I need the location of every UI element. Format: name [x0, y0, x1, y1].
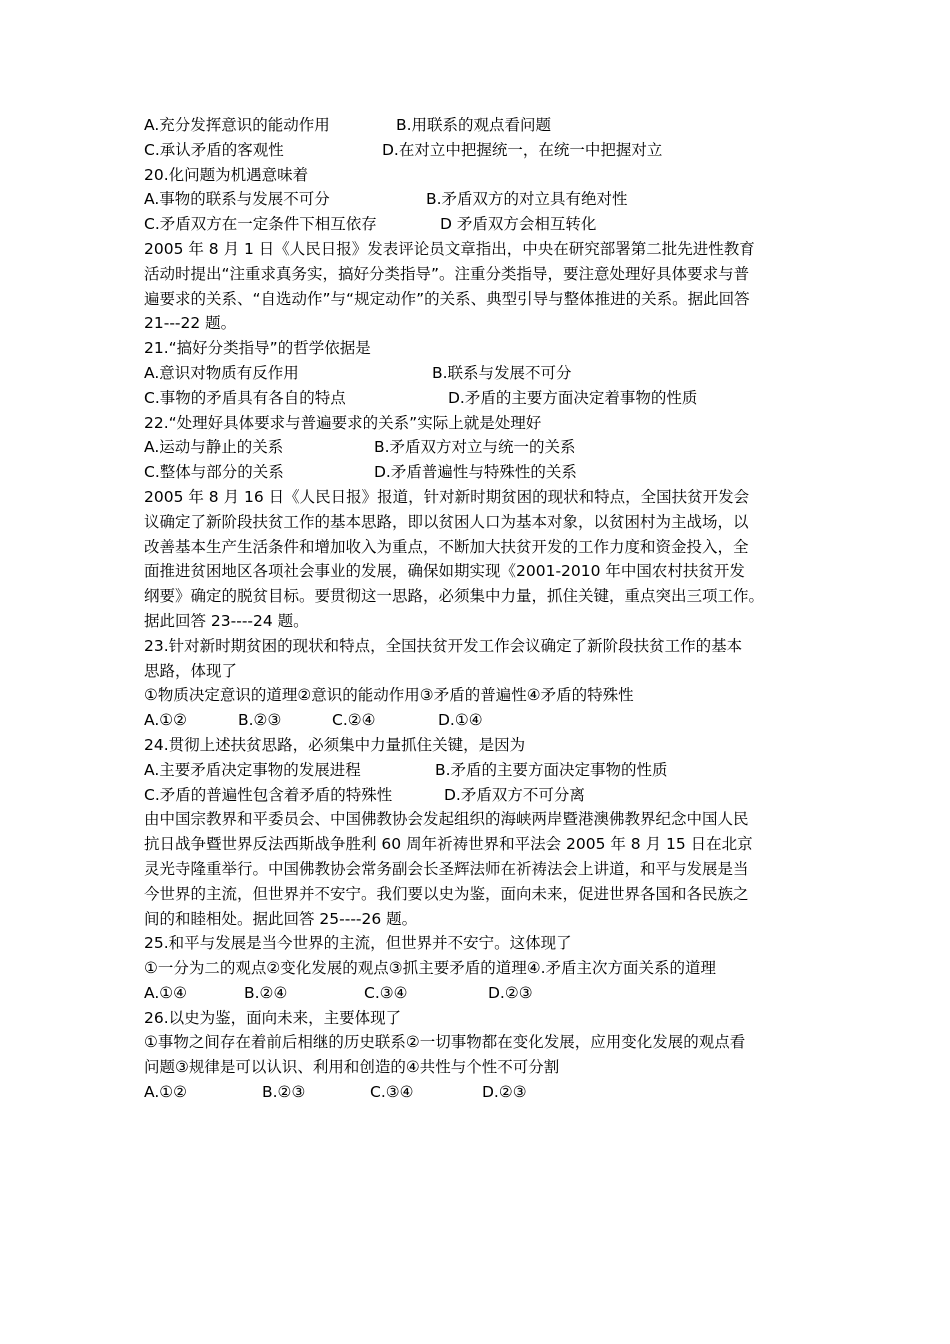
q24-option-d: D.矛盾双方不可分离	[444, 785, 585, 804]
q22-stem: 22.“处理好具体要求与普遍要求的关系”实际上就是处理好	[144, 413, 542, 432]
q20-option-b: B.矛盾双方的对立具有绝对性	[426, 190, 628, 209]
q20-option-a: A.事物的联系与发展不可分	[144, 190, 330, 209]
q23-option-a: A.①②	[144, 711, 188, 730]
q21-option-b: B.联系与发展不可分	[432, 363, 572, 382]
q19-options-row1	[144, 113, 804, 138]
q24-options-row1	[144, 758, 804, 783]
q20-option-d: D 矛盾双方会相互转化	[440, 215, 597, 234]
q26-options	[144, 1080, 804, 1105]
q24-option-a: A.主要矛盾决定事物的发展进程	[144, 760, 361, 779]
material1-line1: 2005 年 8 月 1 日《人民日报》发表评论员文章指出，中央在研究部署第二批先进性教育	[144, 239, 755, 258]
q19-option-b: B.用联系的观点看问题	[396, 116, 552, 134]
q26-option-b: B.②③	[262, 1083, 306, 1102]
q21-option-a: A.意识对物质有反作用	[144, 363, 299, 382]
q23-option-b: B.②③	[238, 711, 282, 730]
q24-stem: 24.贯彻上述扶贫思路，必须集中力量抓住关键，是因为	[144, 735, 526, 754]
q24-option-b: B.矛盾的主要方面决定事物的性质	[435, 760, 668, 779]
q24-options-row2	[144, 783, 804, 808]
q26-option-a: A.①②	[144, 1083, 188, 1102]
q22-options-row1	[144, 435, 804, 460]
q23-stem-line1: 23.针对新时期贫困的现状和特点，全国扶贫开发工作会议确定了新阶段扶贫工作的基本	[144, 636, 743, 655]
q22-option-d: D.矛盾普遍性与特殊性的关系	[374, 463, 577, 482]
material2-line4: 面推进贫困地区各项社会事业的发展，确保如期实现《2001-2010 年中国农村扶贫开发	[144, 562, 745, 581]
q25-stem: 25.和平与发展是当今世界的主流，但世界并不安宁。这体现了	[144, 934, 572, 953]
q23-options	[144, 708, 804, 733]
exam-page	[144, 113, 804, 1105]
q21-options-row2	[144, 386, 804, 411]
q26-stem: 26.以史为鉴，面向未来，主要体现了	[144, 1008, 402, 1027]
q23-option-c: C.②④	[332, 711, 376, 730]
material3-line2: 抗日战争暨世界反法西斯战争胜利 60 周年祈祷世界和平法会 2005 年 8 月 15 日在北京	[144, 835, 753, 854]
material1-line3: 遍要求的关系、“自选动作”与“规定动作”的关系、典型引导与整体推进的关系。据此回答	[144, 289, 750, 308]
q26-items-line2: 问题③规律是可以认识、利用和创造的④共性与个性不可分割	[144, 1058, 560, 1077]
q22-option-b: B.矛盾双方对立与统一的关系	[374, 438, 576, 457]
q20-options-row1	[144, 187, 804, 212]
q19-options-row2	[144, 138, 804, 163]
q20-stem: 20.化问题为机遇意味着	[144, 165, 309, 184]
q21-options-row1	[144, 361, 804, 386]
material2-line6: 据此回答 23----24 题。	[144, 611, 309, 630]
material2-line1: 2005 年 8 月 16 日《人民日报》报道，针对新时期贫困的现状和特点，全国扶贫开发会	[144, 487, 750, 506]
q24-option-c: C.矛盾的普遍性包含着矛盾的特殊性	[144, 785, 393, 804]
q26-items-line1: ①事物之间存在着前后相继的历史联系②一切事物都在变化发展，应用变化发展的观点看	[144, 1033, 746, 1052]
q21-option-d: D.矛盾的主要方面决定着事物的性质	[448, 388, 698, 407]
q26-option-d: D.②③	[482, 1083, 527, 1102]
material2-line5: 纲要》确定的脱贫目标。要贯彻这一思路，必须集中力量，抓住关键，重点突出三项工作。	[144, 587, 765, 606]
q19-option-c: C.承认矛盾的客观性	[144, 140, 284, 159]
q21-option-c: C.事物的矛盾具有各自的特点	[144, 388, 346, 407]
q25-option-b: B.②④	[244, 983, 288, 1002]
q25-option-d: D.②③	[488, 983, 533, 1002]
q23-items: ①物质决定意识的道理②意识的能动作用③矛盾的普遍性④矛盾的特殊性	[144, 686, 634, 705]
q25-options	[144, 981, 804, 1006]
material1-line2: 活动时提出“注重求真务实，搞好分类指导”。注重分类指导，要注意处理好具体要求与普	[144, 264, 750, 283]
material2-line3: 改善基本生产生活条件和增加收入为重点，不断加大扶贫开发的工作力度和资金投入，全	[144, 537, 749, 556]
material1-line4: 21---22 题。	[144, 314, 237, 333]
q26-option-c: C.③④	[370, 1083, 414, 1102]
q22-options-row2	[144, 460, 804, 485]
q20-options-row2	[144, 212, 804, 237]
material2-line2: 议确定了新阶段扶贫工作的基本思路，即以贫困人口为基本对象，以贫困村为主战场，以	[144, 512, 749, 531]
q19-option-d: D.在对立中把握统一，在统一中把握对立	[382, 140, 663, 159]
q22-option-a: A.运动与静止的关系	[144, 438, 284, 457]
q25-items: ①一分为二的观点②变化发展的观点③抓主要矛盾的道理④.矛盾主次方面关系的道理	[144, 959, 717, 978]
q25-option-a: A.①④	[144, 983, 188, 1002]
material3-line4: 今世界的主流，但世界并不安宁。我们要以史为鉴，面向未来，促进世界各国和各民族之	[144, 884, 749, 903]
q25-option-c: C.③④	[364, 983, 408, 1002]
q20-option-c: C.矛盾双方在一定条件下相互依存	[144, 215, 377, 234]
material3-line5: 间的和睦相处。据此回答 25----26 题。	[144, 909, 418, 928]
material3-line1: 由中国宗教界和平委员会、中国佛教协会发起组织的海峡两岸暨港澳佛教界纪念中国人民	[144, 810, 749, 829]
q22-option-c: C.整体与部分的关系	[144, 463, 284, 482]
q21-stem: 21.“搞好分类指导”的哲学依据是	[144, 339, 371, 358]
q19-option-a: A.充分发挥意识的能动作用	[144, 116, 330, 134]
q23-stem-line2: 思路，体现了	[144, 661, 238, 680]
material3-line3: 灵光寺隆重举行。中国佛教协会常务副会长圣辉法师在祈祷法会上讲道，和平与发展是当	[144, 859, 749, 878]
q23-option-d: D.①④	[438, 711, 483, 730]
